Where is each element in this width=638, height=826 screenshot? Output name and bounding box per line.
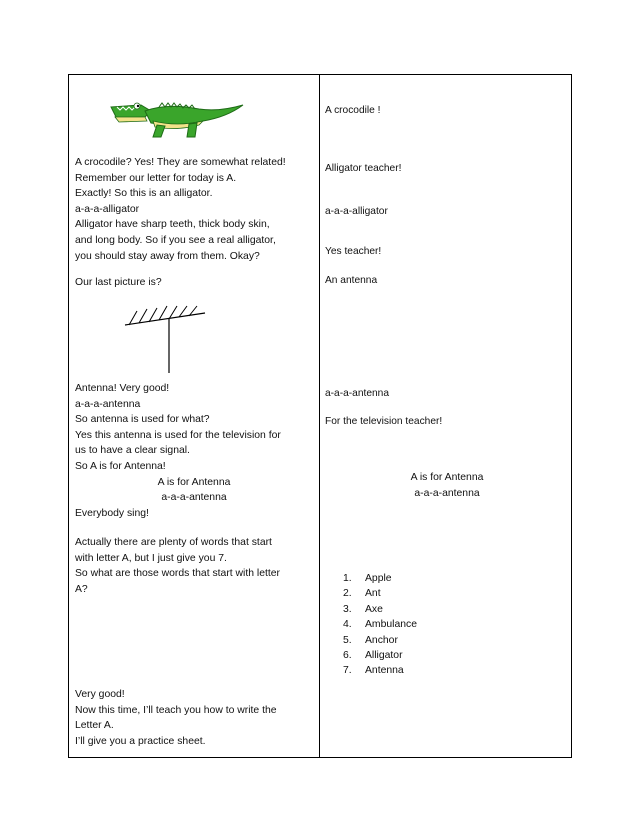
left-line: I’ll give you a practice sheet.: [75, 735, 206, 747]
right-line: a-a-a-alligator: [325, 206, 388, 217]
alligator-icon: [107, 97, 247, 147]
left-line: A crocodile? Yes! They are somewhat related!: [75, 157, 286, 168]
left-line: you should stay away from them. Okay?: [75, 250, 260, 262]
right-line: For the television teacher!: [325, 416, 443, 427]
left-line: with letter A, but I just give you 7.: [75, 552, 227, 564]
right-line: Alligator teacher!: [325, 163, 402, 174]
left-line: Alligator have sharp teeth, thick body skin,: [75, 219, 270, 231]
left-line: A?: [75, 583, 88, 595]
song-line-1: A is for Antenna: [410, 472, 484, 483]
left-line: Letter A.: [75, 720, 114, 732]
right-line: a-a-a-antenna: [325, 388, 390, 399]
left-line: a-a-a-alligator: [75, 203, 140, 215]
list-item: 7. Antenna: [343, 665, 404, 677]
right-line: Yes teacher!: [325, 246, 382, 257]
song-line-2: a-a-a-antenna: [414, 488, 480, 499]
list-item: 2. Ant: [343, 588, 381, 600]
left-line: So what are those words that start with letter: [75, 568, 281, 580]
list-item: 6. Alligator: [343, 650, 403, 661]
song-line-1: A is for Antenna: [157, 476, 231, 488]
column-divider: [319, 75, 320, 757]
right-line: A crocodile !: [325, 105, 381, 116]
left-line: Now this time, I’ll teach you how to write the: [75, 704, 277, 716]
list-item: 5. Anchor: [343, 634, 398, 646]
list-item: 3. Axe: [343, 603, 383, 615]
left-line: and long body. So if you see a real alligator,: [75, 235, 276, 246]
left-line: Actually there are plenty of words that start: [75, 537, 272, 548]
everybody-sing: Everybody sing!: [75, 507, 149, 519]
left-line: Exactly! So this is an alligator.: [75, 188, 213, 200]
left-line: So antenna is used for what?: [75, 414, 210, 426]
lesson-table: [68, 74, 572, 758]
left-line: us to have a clear signal.: [75, 445, 190, 457]
left-line: Antenna! Very good!: [75, 383, 170, 394]
song-line-2: a-a-a-antenna: [161, 492, 227, 504]
left-line: Yes this antenna is used for the television for: [75, 429, 281, 441]
list-item: 4. Ambulance: [343, 619, 417, 631]
left-line: a-a-a-antenna: [75, 398, 141, 410]
last-picture-question: Our last picture is?: [75, 277, 162, 288]
antenna-icon: [123, 303, 207, 375]
left-line: So A is for Antenna!: [75, 461, 166, 472]
left-line: Very good!: [75, 689, 125, 700]
list-item: 1. Apple: [343, 573, 392, 584]
right-line: An antenna: [325, 275, 378, 286]
left-line: Remember our letter for today is A.: [75, 172, 237, 184]
